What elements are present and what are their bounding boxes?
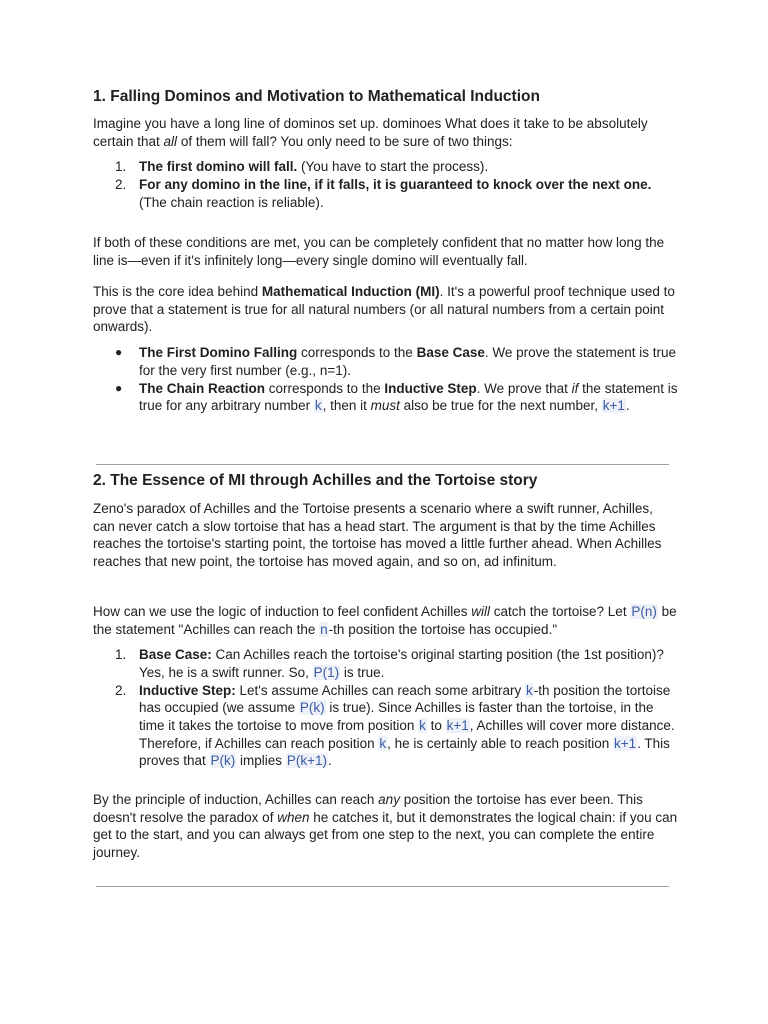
inline-code: k+1 xyxy=(446,717,469,733)
list-item: ● The Chain Reaction corresponds to the Inductive Step. We prove that if the statement is true for any arbitrary number k, then it must also be true for the next number, k+1. xyxy=(115,380,678,414)
section-2-paragraph-1: Zeno's paradox of Achilles and the Tortoise presents a scenario where a swift runner, Achilles, can never catch a slow tortoise that has a head start. The argument is that by the time Achilles reaches the tortoise's starting point, the tortoise has moved a little further ahead. When Achilles reaches that new point, the tortoise has moved again, and so on, ad infinitum. xyxy=(93,501,662,569)
section-1-paragraph-2: If both of these conditions are met, you can be completely confident that no matter how long the line is—even if it's infinitely long—every single domino will eventually fall. xyxy=(93,235,665,268)
list-item: ● The First Domino Falling corresponds to the Base Case. We prove the statement is true for the very first number (e.g., n=1). xyxy=(115,345,676,378)
inline-code: P(n) xyxy=(631,604,657,619)
section-1-intro: Imagine you have a long line of dominos set up. dominoes What does it take to be absolutely certain that all of them will fall? You only need to be sure of two things: xyxy=(93,116,648,149)
domino-conditions-list xyxy=(93,158,678,212)
inline-code: P(k) xyxy=(299,700,325,716)
section-2-paragraph-2: How can we use the logic of induction to feel confident Achilles will catch the tortoise? Let P(n) be the statement "Achilles can reach the n-th position the tortoise has occupied." xyxy=(93,604,677,637)
inline-code: k xyxy=(379,735,387,751)
list-item: 2. For any domino in the line, if it falls, it is guaranteed to knock over the next one. (The chain reaction is reliable). xyxy=(115,177,652,210)
inline-code: k+1 xyxy=(602,398,625,414)
section-2-paragraph-3: By the principle of induction, Achilles can reach any position the tortoise has ever been. This doesn't resolve the paradox of when he catches it, but it demonstrates the logical chain: if you can get to the start, and you can always get from one step to the next, you can complete the entire journey. xyxy=(93,792,678,860)
list-item: 2. Inductive Step: Let's assume Achilles can reach some arbitrary k-th position the tortoise has occupied (we assume P(k) is true). Since Achilles is faster than the tortoise, in the time it takes the tortoise to move from position k to k+1, Achilles will cover more distance. Therefore, if Achilles can reach position k, he is certainly able to reach position k+1. This proves that P(k) implies P(k+1). xyxy=(115,682,675,769)
section-1-heading: 1. Falling Dominos and Motivation to Mathematical Induction xyxy=(93,88,540,105)
section-1-paragraph-3: This is the core idea behind Mathematical Induction (MI). It's a powerful proof technique used to prove that a statement is true for all natural numbers (or all natural numbers from a certain point onwards). xyxy=(93,284,675,335)
horizontal-divider xyxy=(96,886,669,887)
induction-steps-list xyxy=(93,646,678,770)
inline-code: P(k+1) xyxy=(286,753,327,769)
horizontal-divider xyxy=(96,464,669,465)
inline-code: k xyxy=(525,682,533,698)
inline-code: n xyxy=(320,621,328,637)
inline-code: P(1) xyxy=(313,664,340,680)
inline-code: k xyxy=(419,717,426,733)
inline-code: k xyxy=(314,398,322,414)
list-item: 1. Base Case: Can Achilles reach the tortoise's original starting position (the 1st position)? Yes, he is a swift runner. So, P(1) is true. xyxy=(115,647,664,680)
inline-code: P(k) xyxy=(210,753,236,769)
mi-analogy-list xyxy=(93,344,678,416)
section-2-heading: 2. The Essence of MI through Achilles and the Tortoise story xyxy=(93,472,538,489)
inline-code: k+1 xyxy=(614,735,637,751)
list-item: 1. The first domino will fall. (You have to start the process). xyxy=(115,159,489,174)
